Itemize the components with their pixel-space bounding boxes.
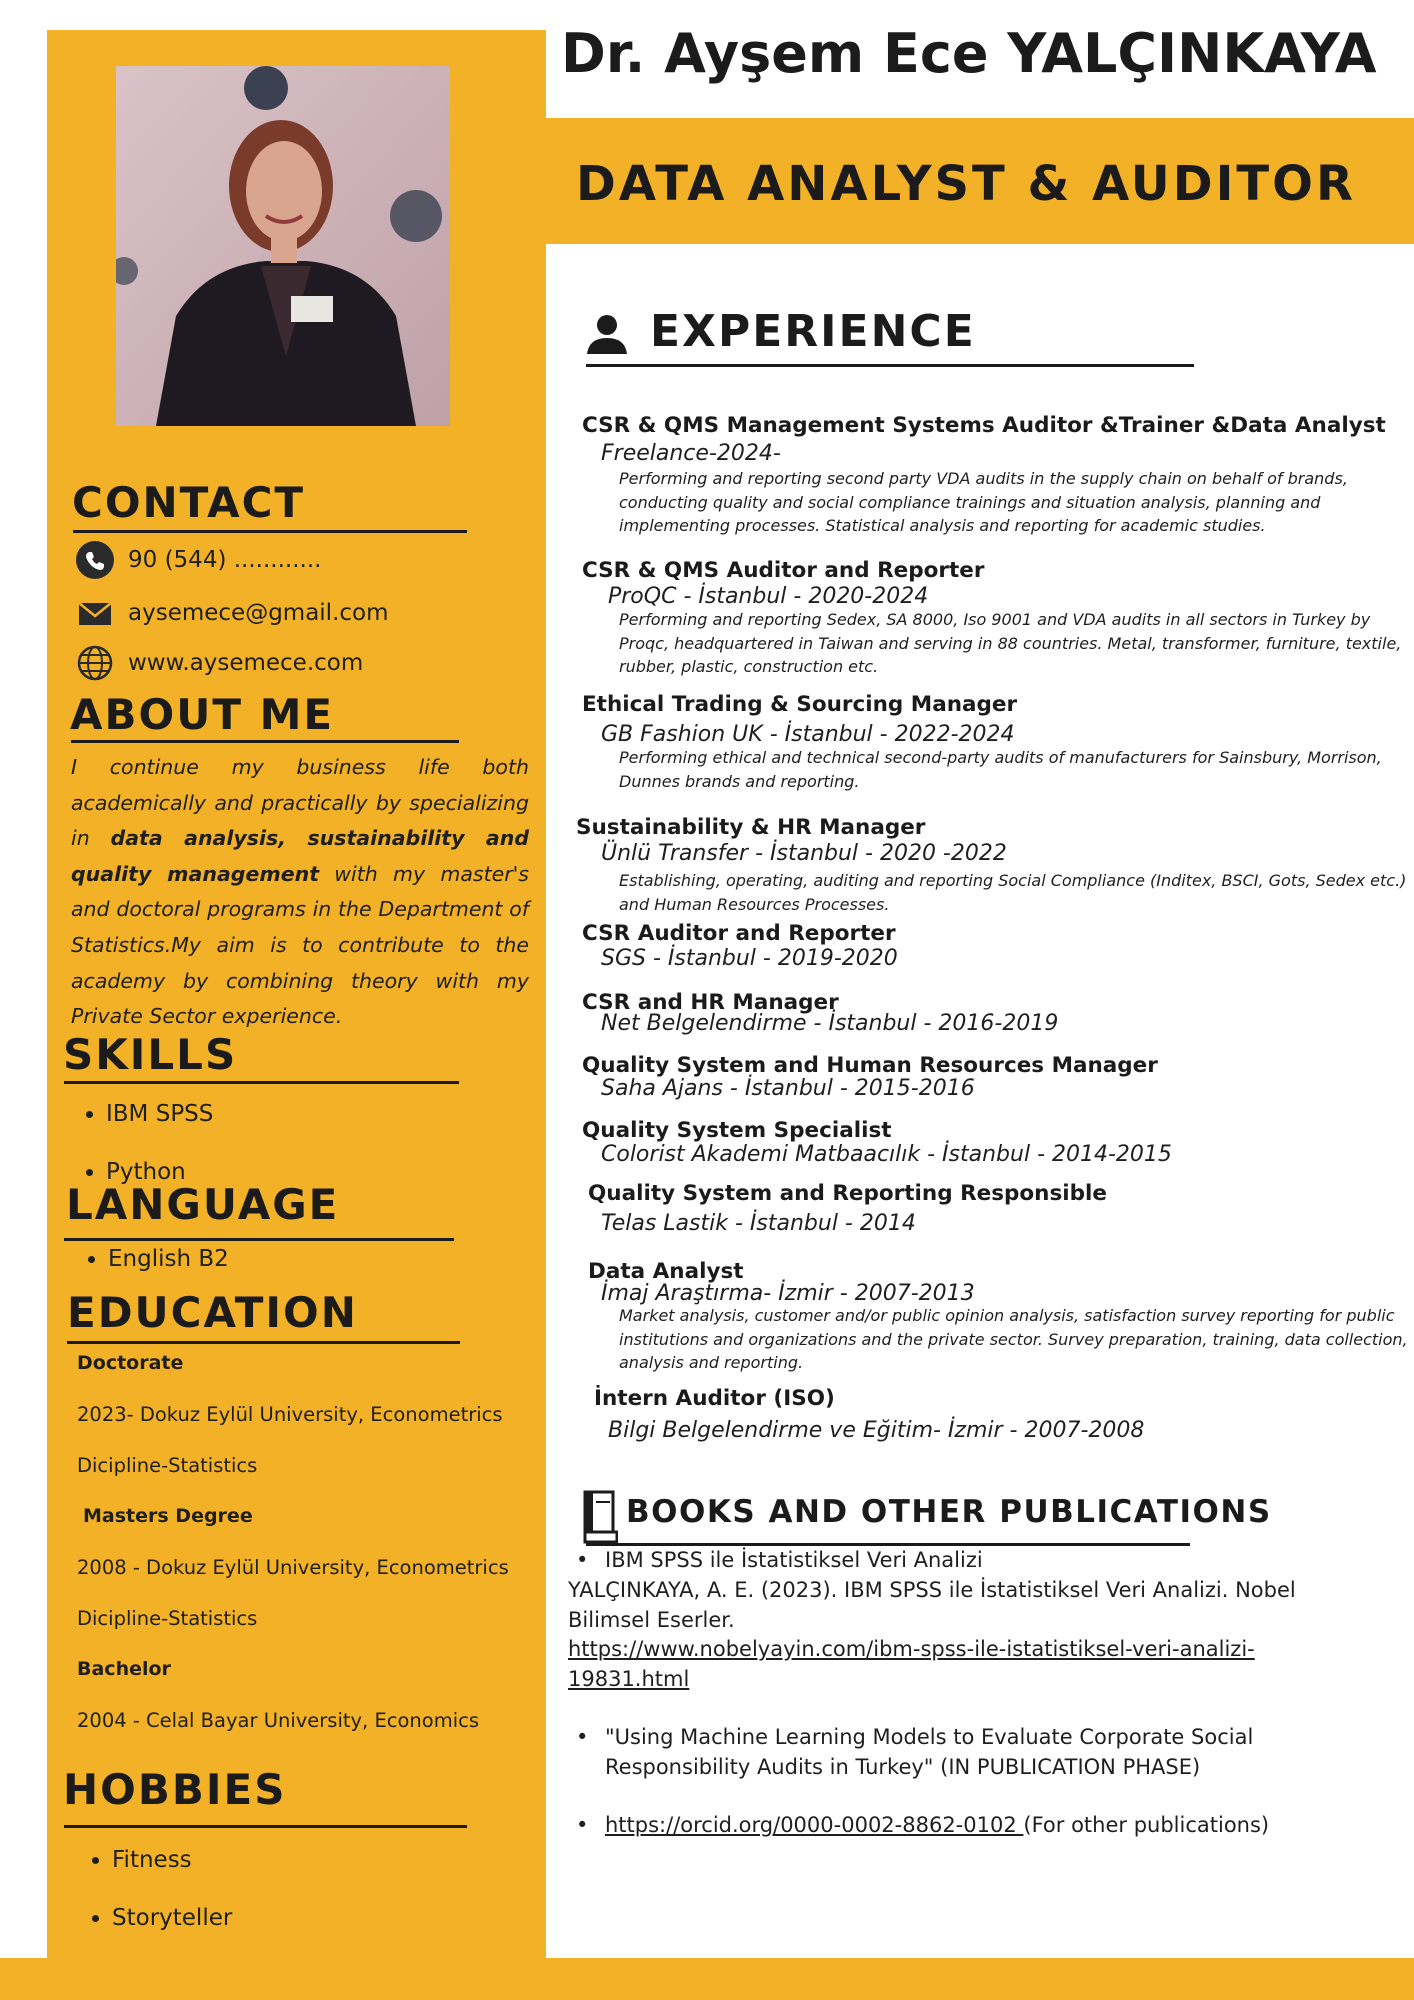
- edu-bachelor-degree: Bachelor: [77, 1658, 171, 1680]
- about-text: I continue my business life both academically and practically by specializing in data analysis, sustainability and quality management with my master's and doctoral programs in the Department of Statistics.My aim is to contribute to the academy by combining theory with my Private Sector experience.: [71, 755, 529, 1029]
- publication-book-citation: YALÇINKAYA, A. E. (2023). IBM SPSS ile İstatistiksel Veri Analizi. Nobel Bilimsel Eserler.: [568, 1578, 1296, 1632]
- about-rule: [71, 740, 459, 743]
- language-heading: LANGUAGE: [66, 1180, 340, 1229]
- about-heading: ABOUT ME: [70, 690, 335, 739]
- publications-heading: BOOKS AND OTHER PUBLICATIONS: [626, 1494, 1272, 1530]
- exp-description: Market analysis, customer and/or public opinion analysis, satisfaction survey reporting for public institutions and organizations and the private sector. Survey preparation, training, data collection, analysis and reporting.: [619, 1306, 1408, 1372]
- exp-description: Performing ethical and technical second-party audits of manufacturers for Sainsbury, Morrison, Dunnes brands and reporting.: [619, 748, 1382, 791]
- globe-icon: [76, 644, 114, 682]
- exp-description: Performing and reporting Sedex, SA 8000, Iso 9001 and VDA audits in all sectors in Turkey by Proqc, headquartered in Taiwan and serving in 88 countries. Metal, transformer, furniture, textile, rubber, plastic, construction etc.: [619, 610, 1402, 676]
- edu-masters-detail: 2008 - Dokuz Eylül University, Econometrics: [77, 1556, 509, 1579]
- hobbies-heading: HOBBIES: [63, 1765, 287, 1814]
- hobbies-rule: [64, 1825, 467, 1828]
- exp-company: İmaj Araştırma- İzmir - 2007-2013: [601, 1281, 975, 1306]
- edu-doctorate-field: Dicipline-Statistics: [77, 1454, 258, 1477]
- exp-company: ProQC - İstanbul - 2020-2024: [608, 584, 929, 609]
- exp-description: Establishing, operating, auditing and reporting Social Compliance (Inditex, BSCI, Gots, Sedex etc.) and Human Resources Processes.: [619, 871, 1407, 914]
- job-title: DATA ANALYST & AUDITOR: [576, 156, 1356, 212]
- publication-book-link-wrap: [568, 1635, 1288, 1694]
- exp-company: Colorist Akademi Matbaacılık - İstanbul - 2014-2015: [601, 1142, 1172, 1167]
- edu-bachelor-detail: 2004 - Celal Bayar University, Economics: [77, 1709, 480, 1732]
- exp-company: GB Fashion UK - İstanbul - 2022-2024: [601, 722, 1015, 747]
- publication-orcid: • https://orcid.org/0000-0002-8862-0102 (For other publications): [576, 1813, 1270, 1837]
- exp-title: Quality System and Reporting Responsible: [588, 1181, 1107, 1206]
- exp-description: Performing and reporting second party VDA audits in the supply chain on behalf of brands, conducting quality and social compliance trainings and situation analysis, planning and implementing processes. Statistical analysis and reporting for academic studies.: [619, 469, 1348, 535]
- education-rule: [67, 1341, 460, 1344]
- contact-phone: [76, 541, 321, 579]
- list-item: • Fitness: [112, 1831, 232, 1889]
- exp-title: Data Analyst: [588, 1259, 744, 1284]
- edu-masters-degree: Masters Degree: [83, 1505, 253, 1527]
- bottom-band: [0, 1958, 1414, 2000]
- exp-company: SGS - İstanbul - 2019-2020: [601, 946, 898, 971]
- exp-company: Saha Ajans - İstanbul - 2015-2016: [601, 1076, 975, 1101]
- exp-title: İntern Auditor (ISO): [594, 1386, 835, 1411]
- exp-title: Quality System Specialist: [582, 1118, 892, 1143]
- mail-icon: [76, 594, 114, 632]
- exp-title: CSR and HR Manager: [582, 990, 839, 1015]
- exp-company: Net Belgelendirme - İstanbul - 2016-2019: [601, 1011, 1059, 1036]
- person-icon: [585, 312, 629, 360]
- skills-rule: [64, 1081, 459, 1084]
- publication-book-link[interactable]: https://www.nobelyayin.com/ibm-spss-ile-istatistiksel-veri-analizi-19831.html: [568, 1637, 1255, 1691]
- list-item: • IBM SPSS: [106, 1085, 213, 1143]
- skills-heading: SKILLS: [63, 1030, 238, 1079]
- hobbies-list: [72, 1831, 232, 1947]
- email-link[interactable]: aysemece@gmail.com: [128, 600, 389, 626]
- edu-doctorate-detail: 2023- Dokuz Eylül University, Econometrics: [77, 1403, 503, 1426]
- exp-title: CSR & QMS Auditor and Reporter: [582, 558, 985, 583]
- exp-title: Ethical Trading & Sourcing Manager: [582, 692, 1018, 717]
- about-highlight: data analysis, sustainability and quality management: [71, 826, 529, 886]
- person-name: Dr. Ayşem Ece YALÇINKAYA: [561, 22, 1377, 85]
- contact-heading: CONTACT: [72, 478, 306, 527]
- exp-title: CSR Auditor and Reporter: [582, 921, 896, 946]
- contact-website: [76, 644, 363, 682]
- contact-rule: [73, 530, 467, 533]
- profile-photo: [116, 66, 450, 426]
- experience-rule: [586, 364, 1194, 367]
- education-heading: EDUCATION: [67, 1288, 358, 1337]
- language-list: [68, 1243, 229, 1275]
- list-item: • English B2: [108, 1243, 229, 1275]
- experience-heading: EXPERIENCE: [650, 306, 976, 357]
- exp-title: Sustainability & HR Manager: [576, 815, 926, 840]
- orcid-link[interactable]: https://orcid.org/0000-0002-8862-0102: [605, 1813, 1024, 1837]
- exp-title: CSR & QMS Management Systems Auditor &Trainer &Data Analyst: [582, 413, 1386, 438]
- phone-text: 90 (544) ............: [128, 547, 322, 573]
- website-link[interactable]: www.aysemece.com: [128, 650, 364, 676]
- publication-paper: • "Using Machine Learning Models to Evaluate Corporate Social Responsibility Audits in Turkey" (IN PUBLICATION PHASE): [576, 1725, 1254, 1779]
- publication-book-title: • IBM SPSS ile İstatistiksel Veri Analizi: [576, 1548, 983, 1572]
- book-icon: [582, 1484, 618, 1550]
- phone-icon: [76, 541, 114, 579]
- exp-company: Bilgi Belgelendirme ve Eğitim- İzmir - 2007-2008: [608, 1418, 1145, 1443]
- edu-doctorate-degree: Doctorate: [77, 1352, 184, 1374]
- exp-company: Ünlü Transfer - İstanbul - 2020 -2022: [601, 841, 1007, 866]
- list-item: • Storyteller: [112, 1889, 232, 1947]
- list-item: • Python: [106, 1143, 213, 1201]
- language-rule: [64, 1238, 454, 1241]
- exp-title: Quality System and Human Resources Manager: [582, 1053, 1158, 1078]
- exp-company: Freelance-2024-: [601, 441, 781, 466]
- contact-email: [76, 594, 389, 632]
- exp-company: Telas Lastik - İstanbul - 2014: [601, 1211, 916, 1236]
- edu-masters-field: Dicipline-Statistics: [77, 1607, 258, 1630]
